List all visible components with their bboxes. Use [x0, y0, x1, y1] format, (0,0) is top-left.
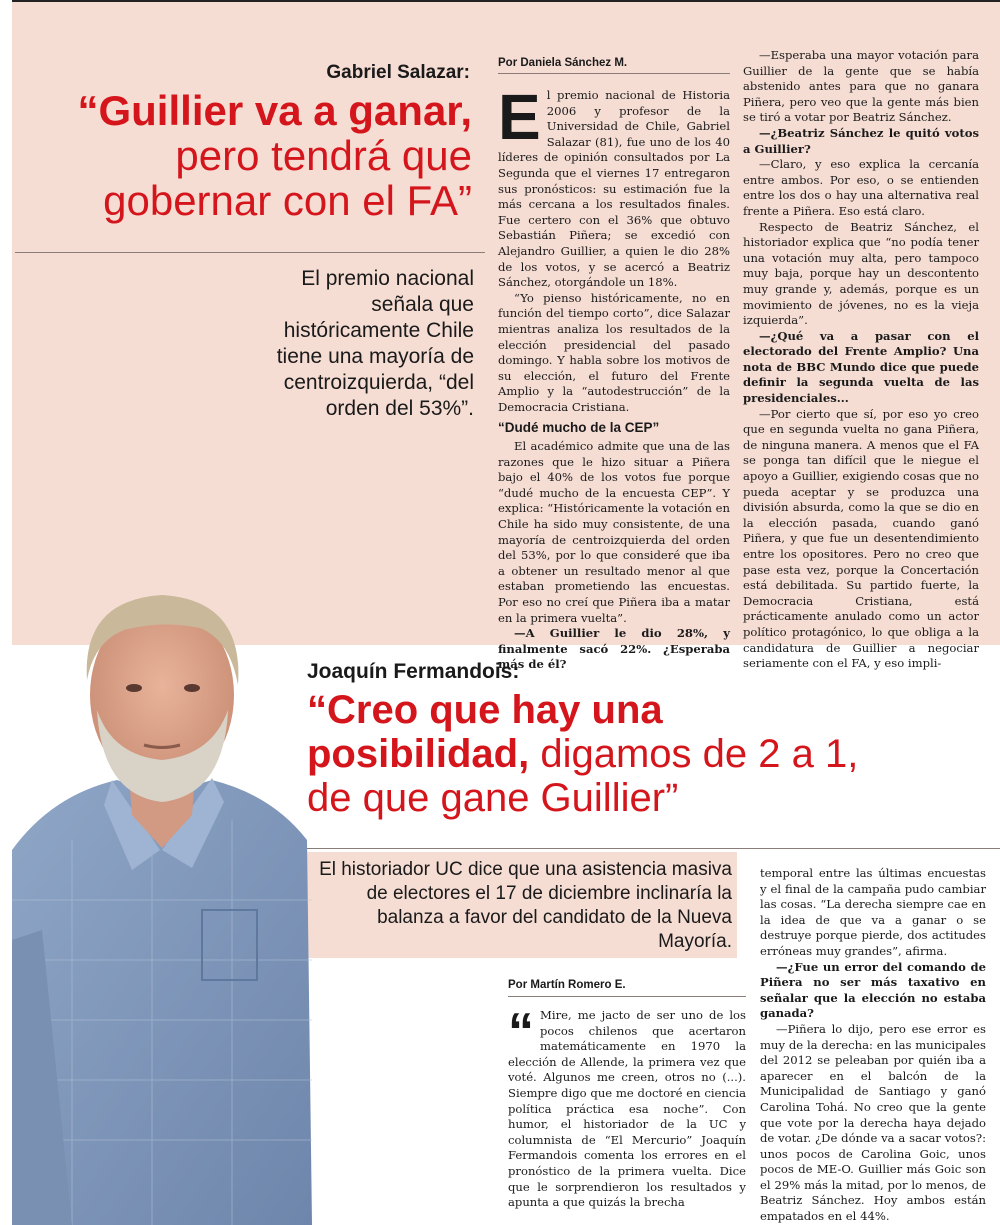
top-headline [20, 88, 472, 223]
bottom-headline-line1: “Creo que hay una [307, 688, 663, 732]
paragraph: Respecto de Beatriz Sánchez, el historiador explica que “no podía tener una votación muy alta, pero tampoco muy baja, porque hay un descontento muy grande y, además, porque es un movimiento de jóvenes, no es la vieja izquierda”. [743, 219, 979, 328]
bottom-headline [307, 688, 977, 820]
top-column-2-body [743, 48, 979, 672]
interview-question: —¿Qué va a pasar con el electorado del Frente Amplio? Una nota de BBC Mundo dice que puede definir la segunda vuelta de las presidenciales... [743, 328, 979, 406]
top-column-1 [498, 81, 730, 673]
top-column-1-body [498, 81, 730, 673]
bottom-headline-line2 [307, 732, 977, 776]
bottom-byline-rule [508, 996, 746, 997]
top-headline-rule [15, 252, 485, 253]
drop-cap: E [498, 81, 541, 153]
paragraph: —Por cierto que sí, por eso yo creo que en segunda vuelta no gana Piñera, de ninguna manera. A menos que el FA se ponga tan difícil que le niegue el apoyo a Guillier, exigiendo cosas que no pueda aceptar y se produzca una división absurda, como la que se dio en la elección pasada, cuando ganó Piñera, y que fue un desentendimiento entre los opositores. Pero no creo que pase esta vez, porque la Concertación está debilitada. Su partido fuerte, la Democracia Cristiana, está prácticamente anulado como un actor político protagónico, lo que obliga a la candidatura de Guillier a negociar seriamente con el FA, y eso impli- [743, 406, 979, 671]
interview-question: —¿Beatriz Sánchez le quitó votos a Guillier? [743, 125, 979, 156]
bottom-headline-line3: de que gane Guillier” [307, 776, 679, 820]
bottom-speaker: Joaquín Fermandois: [307, 660, 520, 683]
bottom-column-2-body [760, 866, 986, 1225]
paragraph: temporal entre las últimas encuestas y el final de la campaña pudo cambiar las cosas. “La derecha siempre cae en la idea de que va a ganar o se destruye porque pierde, dos actitudes erróneas muy grandes”, afirma. [760, 866, 986, 958]
paragraph: l premio nacional de Historia 2006 y profesor de la Universidad de Chile, Gabriel Salazar (81), fue uno de los 40 líderes de opinión consultados por La Segunda que el viernes 17 entregaron sus pronósticos: su estimación fue la más cercana a los resultados finales. Fue certero con el 36% que obtuvo Sebastián Piñera; se excedió con Alejandro Guillier, a quien le dio 28% de los votos, y se acercó a Beatriz Sánchez, otorgándole un 18%. [498, 88, 730, 290]
bottom-column-1 [508, 1003, 746, 1211]
bottom-lead: El historiador UC dice que una asistencia masiva de electores el 17 de diciembre inclinaría la balanza a favor del candidato de la Nueva Mayoría. [319, 859, 732, 952]
bottom-headline-light: digamos de 2 a 1, [540, 732, 859, 776]
portrait-photo [12, 580, 312, 1225]
paragraph: —Piñera lo dijo, pero ese error es muy de la derecha: en las municipales del 2012 se peleaban por quién iba a aparecer en el balcón de la Municipalidad de Santiago y ganó Carolina Tohá. No creo que la gente que vote por la derecha haya dejado de votar. ¿De dónde va a sacar votos?: unos pocos de Carolina Goic, unos pocos de ME-O. Guillier más Goic son el 29% más la mitad, por lo menos, de Beatriz Sánchez. Hoy ambos están empatados en el 44%. [760, 1021, 986, 1224]
bottom-column-2 [760, 866, 986, 1225]
top-byline: Por Daniela Sánchez M. [498, 57, 628, 69]
paragraph: Mire, me jacto de ser uno de los pocos chilenos que acertaron matemáticamente en 1970 la elección de Allende, la primera vez que voté. Algunos me creen, otros no (...). Siempre digo que me doctoré en ciencia política práctica esa noche”. Con humor, el historiador de la UC y columnista de “El Mercurio” Joaquín Fermandois comenta los errores en el pronóstico de la primera vuelta. Dice que le sorprendieron los resultados y apunta a que quizás la brecha [508, 1008, 746, 1210]
bottom-column-1-body [508, 1003, 746, 1211]
paragraph: —Esperaba una mayor votación para Guillier de la gente que se había abstenido antes para que no ganara Piñera, pero veo que la gente más bien se tiró a votar por Beatriz Sánchez. [743, 48, 979, 125]
subheading: “Dudé mucho de la CEP” [498, 420, 660, 436]
paragraph: —Claro, y eso explica la cercanía entre ambos. Por eso, o se entienden entre los dos o hay una alternativa real frente a Piñera. Eso está claro. [743, 157, 979, 218]
bottom-headline-bold: posibilidad, [307, 732, 530, 776]
top-border-line [12, 0, 1000, 2]
top-headline-line1: “Guillier va a ganar, [77, 87, 472, 134]
interview-question: —A Guillier le dio 28%, y finalmente sacó 22%. ¿Esperaba más de él? [498, 626, 730, 672]
top-speaker: Gabriel Salazar: [326, 62, 470, 83]
top-headline-line2: pero tendrá que [175, 132, 472, 179]
top-column-2 [743, 48, 979, 672]
bottom-byline: Por Martín Romero E. [508, 979, 626, 991]
top-headline-line3: gobernar con el FA” [103, 177, 472, 224]
paragraph: El académico admite que una de las razones que le hizo situar a Piñera bajo el 40% de los votos fue porque “dudé mucho de la encuesta CEP”. Y explica: “Históricamente la votación en Chile ha sido muy consistente, de una mayoría de centroizquierda del orden del 53%, por lo que consideré que iba a obtener un resultado menor al que estaban prometiendo las encuestas. Por eso no creí que Piñera iba a matar en la primera vuelta”. [498, 439, 730, 625]
top-byline-rule [498, 73, 730, 74]
quote-mark-icon: “ [508, 1003, 534, 1061]
interview-question: —¿Fue un error del comando de Piñera no ser más taxativo en señalar que la elección no estaba ganada? [760, 959, 986, 1021]
paragraph: “Yo pienso históricamente, no en función del tiempo corto”, dice Salazar mientras analiza los resultados de la elección presidencial del pasado domingo. Y habla sobre los motivos de su elección, el futuro del Frente Amplio y la “autodestrucción” de la Democracia Cristiana. [498, 290, 730, 414]
top-lead: El premio nacional señala que históricamente Chile tiene una mayoría de centroizquierda, “del orden del 53%”. [276, 267, 474, 420]
